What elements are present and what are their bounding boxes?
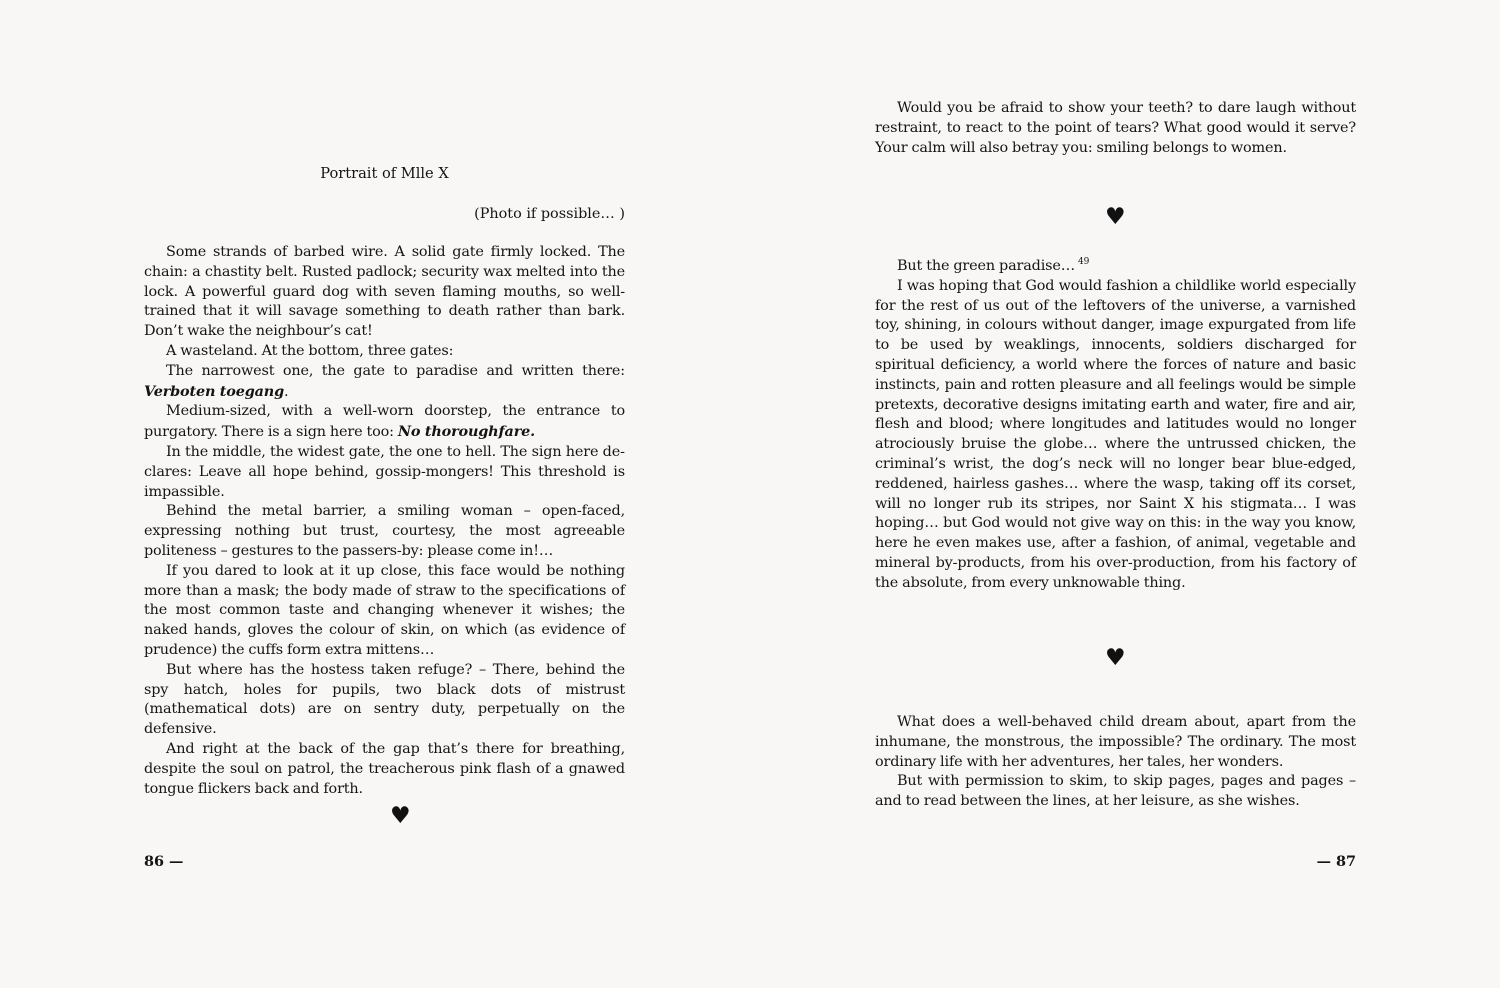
heart-ornament-icon: ♥ — [1105, 645, 1126, 671]
footnote-marker[interactable]: 49 — [1078, 257, 1090, 267]
paragraph: What does a well-behaved child dream about, apart from the inhumane, the monstrous, the impossible? The ordinary. The most ordinary life with her adventures, her tales, her wonders. — [875, 714, 1356, 770]
right-section-2 — [875, 257, 1356, 594]
paragraph: I was hoping that God would fashion a childlike world especially for the rest of us out of the leftovers of the universe, a varnished toy, shining, in colours without danger, image expurgated from life to be used by weaklings, innocents, soldiers discharged for spiritual deficiency, a world where the forces of nature and basic instincts, pain and rotten pleasure and all feelings would be simple pretexts, decorative designs imitating earth and water, fire and air, flesh and blood; where longitudes and latitudes would no longer atrociously bruise the globe… where the untrussed chicken, the criminal’s wrist, the dog’s neck will no longer bear blue-edged, reddened, hairless gashes… where the wasp, taking off its corset, will no longer rub its stripes, nor Saint X his stigmata… I was hoping… but God would not give way on this: in the way you know, here he even makes use, after a fashion, of animal, vegetable and mineral by-products, from his over-production, from his factory of the absolute, from every unknowable thing. — [875, 277, 1356, 591]
paragraph: But the green paradise… $^{49}$ — [897, 257, 1090, 274]
heart-ornament-icon: ♥ — [1105, 204, 1126, 230]
heart-ornament-icon: ♥ — [390, 803, 411, 829]
page-number-left: 86 — — [144, 853, 184, 870]
right-section-3 — [875, 713, 1356, 812]
emphasis-text: Verboten toegang — [144, 382, 285, 400]
paragraph: Medium-sized, with a well-worn doorstep, the entrance to purgatory. There is a sign here too: No thoroughfare. — [144, 403, 625, 441]
paragraph: Some strands of barbed wire. A solid gate firmly locked. The chain: a chastity belt. Rusted padlock; security wax melted into the lock. A powerful guard dog with seven flaming mouths, so well-trained that it will savage something to death rather than bark. Don’t wake the neighbour’s cat! — [144, 244, 625, 340]
chapter-title: Portrait of Mlle X — [320, 165, 449, 182]
paragraph: And right at the back of the gap that’s there for breathing, despite the soul on patrol, the treacherous pink flash of a gnawed tongue flickers back and forth. — [144, 740, 625, 797]
left-body-text — [144, 243, 625, 799]
paragraph: Behind the metal barrier, a smiling woman – open-faced, expressing nothing but trust, courtesy, the most agreeable politeness – gestures to the passers-by: please come in!… — [144, 503, 625, 559]
emphasis-text: No thoroughfare. — [397, 423, 536, 441]
chapter-subtitle: (Photo if possible… ) — [474, 206, 625, 222]
paragraph: The narrowest one, the gate to paradise and written there: Verboten toegang. — [144, 362, 625, 400]
paragraph: But where has the hostess taken refuge? – There, behind the spy hatch, holes for pupils, two black dots of mistrust (mathematical dots) are on sentry duty, perpetually on the defensive. — [144, 661, 625, 738]
paragraph: If you dared to look at it up close, this face would be nothing more than a mask; the body made of straw to the specifications of the most common taste and changing whenever it wishes; the naked hands, gloves the colour of skin, on which (as evidence of prudence) the cuffs form extra mittens… — [144, 562, 625, 658]
paragraph: But with permission to skim, to skip pages, pages and pages – and to read between the lines, at her leisure, as she wishes. — [875, 773, 1356, 810]
right-section-1 — [875, 99, 1356, 158]
paragraph: In the middle, the widest gate, the one to hell. The sign here declares: Leave all hope behind, gossip-mongers! This threshold is impassible. — [144, 443, 625, 500]
paragraph: Would you be afraid to show your teeth? to dare laugh without restraint, to react to the point of tears? What good would it serve? Your calm will also betray you: smiling belongs to women. — [875, 100, 1356, 156]
paragraph: A wasteland. At the bottom, three gates: — [166, 342, 454, 359]
page-number-right: — 87 — [1316, 853, 1356, 870]
